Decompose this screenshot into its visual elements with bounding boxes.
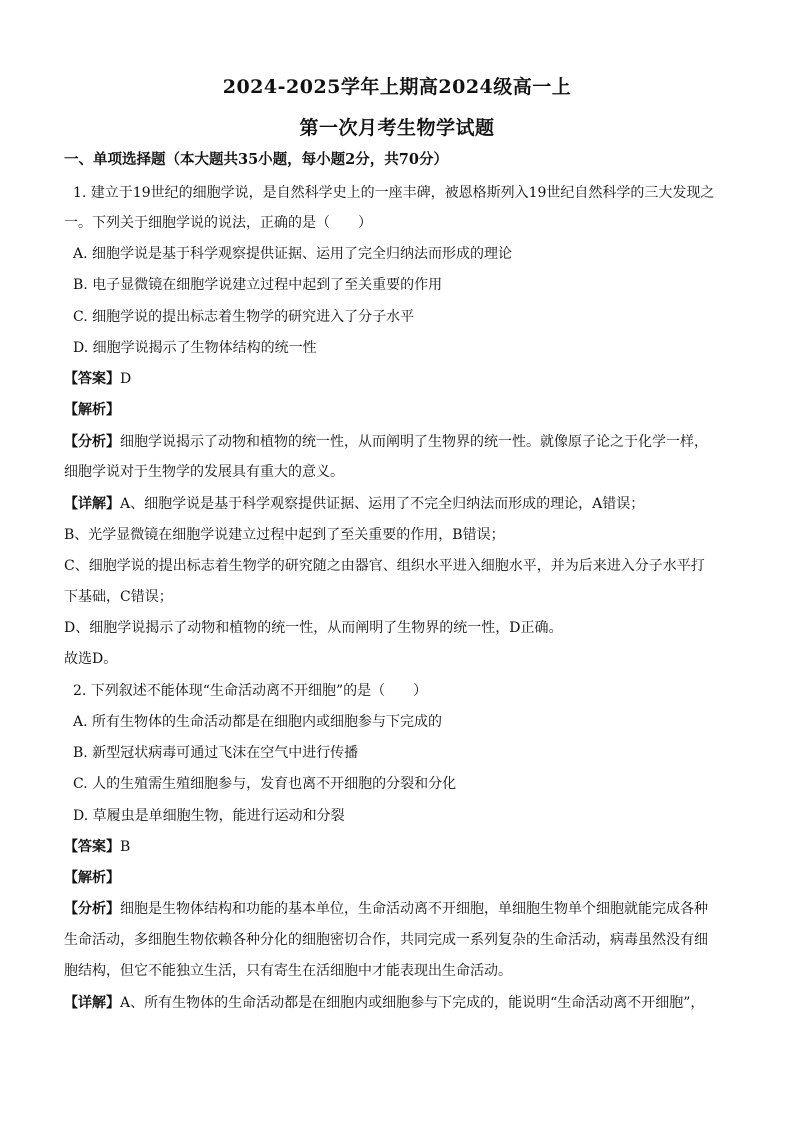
q1-detail-line5: D、细胞学说揭示了动物和植物的统一性，从而阐明了生物界的统一性，D正确。 xyxy=(64,620,563,636)
q1-fenxi-tag: 【分析】 xyxy=(64,434,120,450)
q1-detail-tag: 【详解】 xyxy=(64,496,120,512)
section-heading: 一、单项选择题（本大题共35小题，每小题2分，共70分） xyxy=(64,151,448,168)
q1-detail-line4: 下基础，C错误； xyxy=(64,589,173,605)
q1-option-d: D. 细胞学说揭示了生物体结构的统一性 xyxy=(73,340,317,356)
q2-answer-value: B xyxy=(120,839,131,855)
q2-analysis-tag: 【解析】 xyxy=(64,870,120,886)
q2-answer-tag: 【答案】 xyxy=(64,839,120,855)
q1-option-a: A. 细胞学说是基于科学观察提供证据、运用了完全归纳法而形成的理论 xyxy=(73,246,513,262)
exam-title-line1: 2024-2025学年上期高2024级高一上 xyxy=(222,76,572,98)
q1-option-b: B. 电子显微镜在细胞学说建立过程中起到了至关重要的作用 xyxy=(73,277,443,293)
q2-stem: 2. 下列叙述不能体现“生命活动离不开细胞”的是（ ） xyxy=(73,683,428,699)
q2-fenxi-text1: 细胞是生物体结构和功能的基本单位，生命活动离不开细胞，单细胞生物单个细胞就能完成各种 xyxy=(120,901,708,917)
q1-answer-value: D xyxy=(120,371,132,387)
q1-fenxi-line2: 细胞学说对于生物学的发展具有重大的意义。 xyxy=(64,464,344,480)
q1-detail-line3: C、细胞学说的提出标志着生物学的研究随之由器官、组织水平进入细胞水平，并为后来进入分子水平打 xyxy=(64,558,705,574)
q2-detail-text1: A、所有生物体的生命活动都是在细胞内或细胞参与下完成的，能说明“生命活动离不开细胞”， xyxy=(120,995,705,1011)
q1-answer xyxy=(64,369,724,389)
q2-fenxi-line3: 胞结构，但它不能独立生活，只有寄生在活细胞中才能表现出生命活动。 xyxy=(64,963,512,979)
q1-detail-line1 xyxy=(64,494,724,514)
q2-fenxi-line2: 生命活动，多细胞生物依赖各种分化的细胞密切合作，共同完成一系列复杂的生命活动，病毒虽然没有细 xyxy=(64,932,708,948)
q1-stem-line2: 一。下列关于细胞学说的说法，正确的是（ ） xyxy=(64,215,372,231)
q2-option-b: B. 新型冠状病毒可通过飞沫在空气中进行传播 xyxy=(73,745,359,761)
q1-detail-text1: A、细胞学说是基于科学观察提供证据、运用了不完全归纳法而形成的理论，A错误； xyxy=(120,496,645,512)
q2-detail-line1 xyxy=(64,993,724,1013)
q1-fenxi-line1 xyxy=(64,432,724,452)
q1-answer-tag: 【答案】 xyxy=(64,371,120,387)
q2-detail-tag: 【详解】 xyxy=(64,995,120,1011)
q2-answer xyxy=(64,837,724,857)
q1-stem-line1: 1. 建立于19世纪的细胞学说，是自然科学史上的一座丰碑，被恩格斯列入19世纪自然科学的三大发现之 xyxy=(73,185,715,201)
q1-fenxi-text1: 细胞学说揭示了动物和植物的统一性，从而阐明了生物界的统一性。就像原子论之于化学一样， xyxy=(120,434,708,450)
exam-title-line2: 第一次月考生物学试题 xyxy=(299,117,495,139)
q2-fenxi-line1 xyxy=(64,899,724,919)
q1-detail-line2: B、光学显微镜在细胞学说建立过程中起到了至关重要的作用，B错误； xyxy=(64,527,505,543)
q1-option-c: C. 细胞学说的提出标志着生物学的研究进入了分子水平 xyxy=(73,309,415,325)
q2-option-a: A. 所有生物体的生命活动都是在细胞内或细胞参与下完成的 xyxy=(73,714,443,730)
q1-conclusion: 故选D。 xyxy=(64,651,118,667)
q1-analysis-tag: 【解析】 xyxy=(64,402,120,418)
q2-option-c: C. 人的生殖需生殖细胞参与，发育也离不开细胞的分裂和分化 xyxy=(73,776,457,792)
q2-fenxi-tag: 【分析】 xyxy=(64,901,120,917)
q2-option-d: D. 草履虫是单细胞生物，能进行运动和分裂 xyxy=(73,808,345,824)
